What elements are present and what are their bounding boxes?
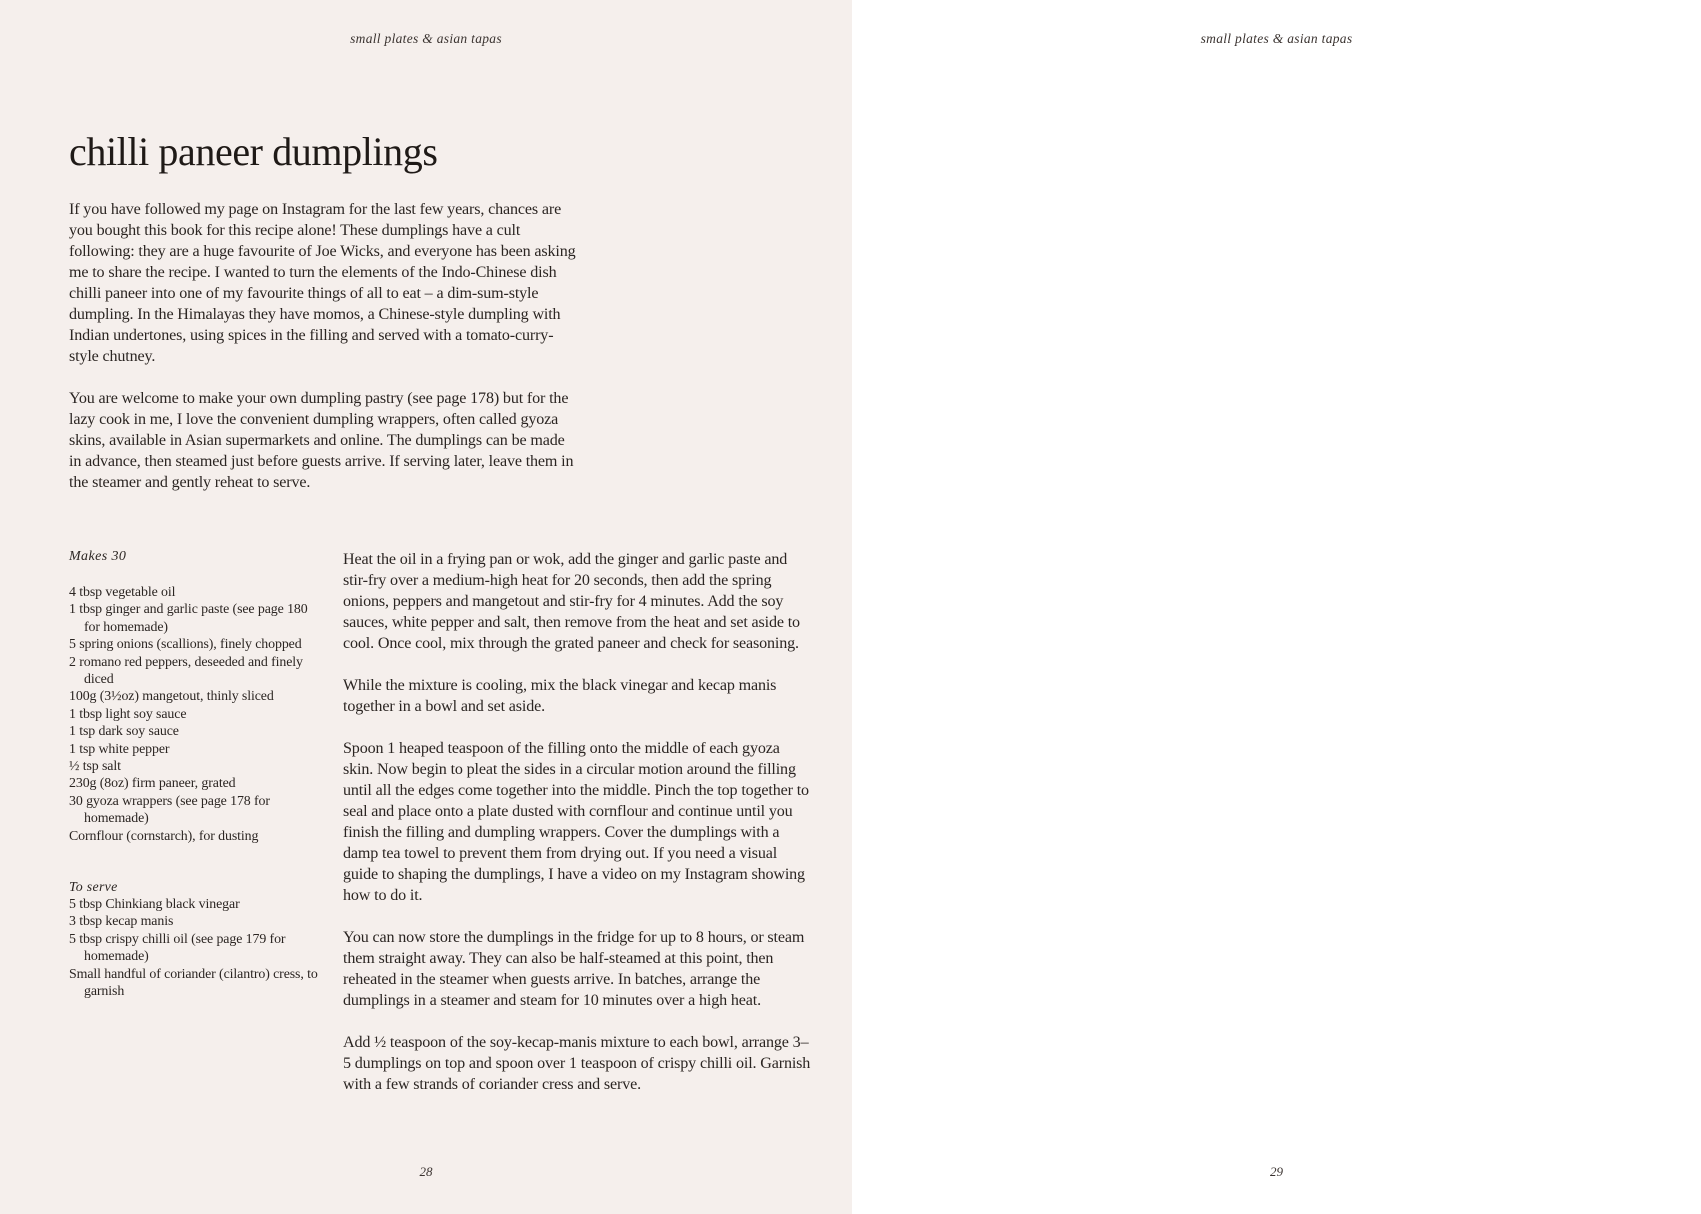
recipe-intro	[69, 199, 579, 514]
recipe-yield: Makes 30	[69, 549, 127, 564]
method-step: Add ½ teaspoon of the soy-kecap-manis mixture to each bowl, arrange 3–5 dumplings on top and spoon over 1 teaspoon of crispy chilli oil. Garnish with a few strands of coriander cress and serve.	[343, 1034, 811, 1093]
method-step: While the mixture is cooling, mix the black vinegar and kecap manis together in a bowl and set aside.	[343, 677, 777, 715]
ingredient-item: 100g (3½oz) mangetout, thinly sliced	[69, 689, 274, 705]
to-serve-item: Small handful of coriander (cilantro) cress, to garnish	[69, 966, 318, 1000]
intro-paragraph: You are welcome to make your own dumpling pastry (see page 178) but for the lazy cook in me, I love the convenient dumpling wrappers, often called gyoza skins, available in Asian supermarkets and online. The dumplings can be made in advance, then steamed just before guests arrive. If serving later, leave them in the steamer and gently reheat to serve.	[69, 390, 574, 491]
to-serve-heading: To serve	[69, 880, 118, 895]
ingredient-item: 1 tbsp light soy sauce	[69, 706, 187, 722]
running-head-left: small plates & asian tapas	[350, 31, 502, 46]
ingredient-item: Cornflour (cornstarch), for dusting	[69, 828, 259, 844]
running-head-right: small plates & asian tapas	[1200, 31, 1353, 46]
ingredients-list	[69, 584, 319, 845]
ingredient-item: 1 tsp dark soy sauce	[69, 724, 179, 740]
ingredient-item: 230g (8oz) firm paneer, grated	[69, 776, 236, 792]
ingredient-item: ½ tsp salt	[69, 759, 121, 775]
method-column	[343, 549, 813, 1116]
to-serve-list	[69, 896, 319, 1000]
ingredient-item: 1 tbsp ginger and garlic paste (see page 180 for homemade)	[69, 602, 308, 635]
to-serve-item: 5 tbsp crispy chilli oil (see page 179 for homemade)	[69, 931, 286, 965]
to-serve-item: 3 tbsp kecap manis	[69, 914, 174, 930]
intro-paragraph: If you have followed my page on Instagram for the last few years, chances are you bought this book for this recipe alone! These dumplings have a cult following: they are a huge favourite of Joe Wicks, and everyone has been asking me to share the recipe. I wanted to turn the elements of the Indo-Chinese dish chilli paneer into one of my favourite things of all to eat – a dim-sum-style dumpling. In the Himalayas they have momos, a Chinese-style dumpling with Indian undertones, using spices in the filling and served with a tomato-curry-style chutney.	[69, 201, 576, 365]
ingredient-item: 30 gyoza wrappers (see page 178 for homemade)	[69, 793, 270, 827]
page-number-left: 28	[419, 1164, 433, 1179]
method-step: Spoon 1 heaped teaspoon of the filling onto the middle of each gyoza skin. Now begin to pleat the sides in a circular motion around the filling until all the edges come together into the middle. Pinch the top together to seal and place onto a plate dusted with cornflour and continue until you finish the filling and dumpling wrappers. Cover the dumplings with a damp tea towel to prevent them from drying out. If you need a visual guide to shaping the dumplings, I have a video on my Instagram showing how to do it.	[343, 740, 809, 904]
recipe-title: chilli paneer dumplings	[69, 129, 438, 174]
right-page	[852, 0, 1701, 1214]
method-step: You can now store the dumplings in the fridge for up to 8 hours, or steam them straight away. They can also be half-steamed at this point, then reheated in the steamer when guests arrive. In batches, arrange the dumplings in a steamer and steam for 10 minutes over a high heat.	[343, 929, 805, 1009]
ingredient-item: 2 romano red peppers, deseeded and finely diced	[69, 654, 303, 688]
method-step: Heat the oil in a frying pan or wok, add the ginger and garlic paste and stir-fry over a medium-high heat for 20 seconds, then add the spring onions, peppers and mangetout and stir-fry for 4 minutes. Add the soy sauces, white pepper and salt, then remove from the heat and set aside to cool. Once cool, mix through the grated paneer and check for seasoning.	[343, 551, 800, 652]
ingredient-item: 4 tbsp vegetable oil	[69, 585, 176, 600]
ingredient-item: 5 spring onions (scallions), finely chopped	[69, 637, 302, 653]
to-serve-item: 5 tbsp Chinkiang black vinegar	[69, 897, 240, 912]
page-number-right: 29	[1270, 1164, 1283, 1179]
ingredient-item: 1 tsp white pepper	[69, 741, 170, 757]
